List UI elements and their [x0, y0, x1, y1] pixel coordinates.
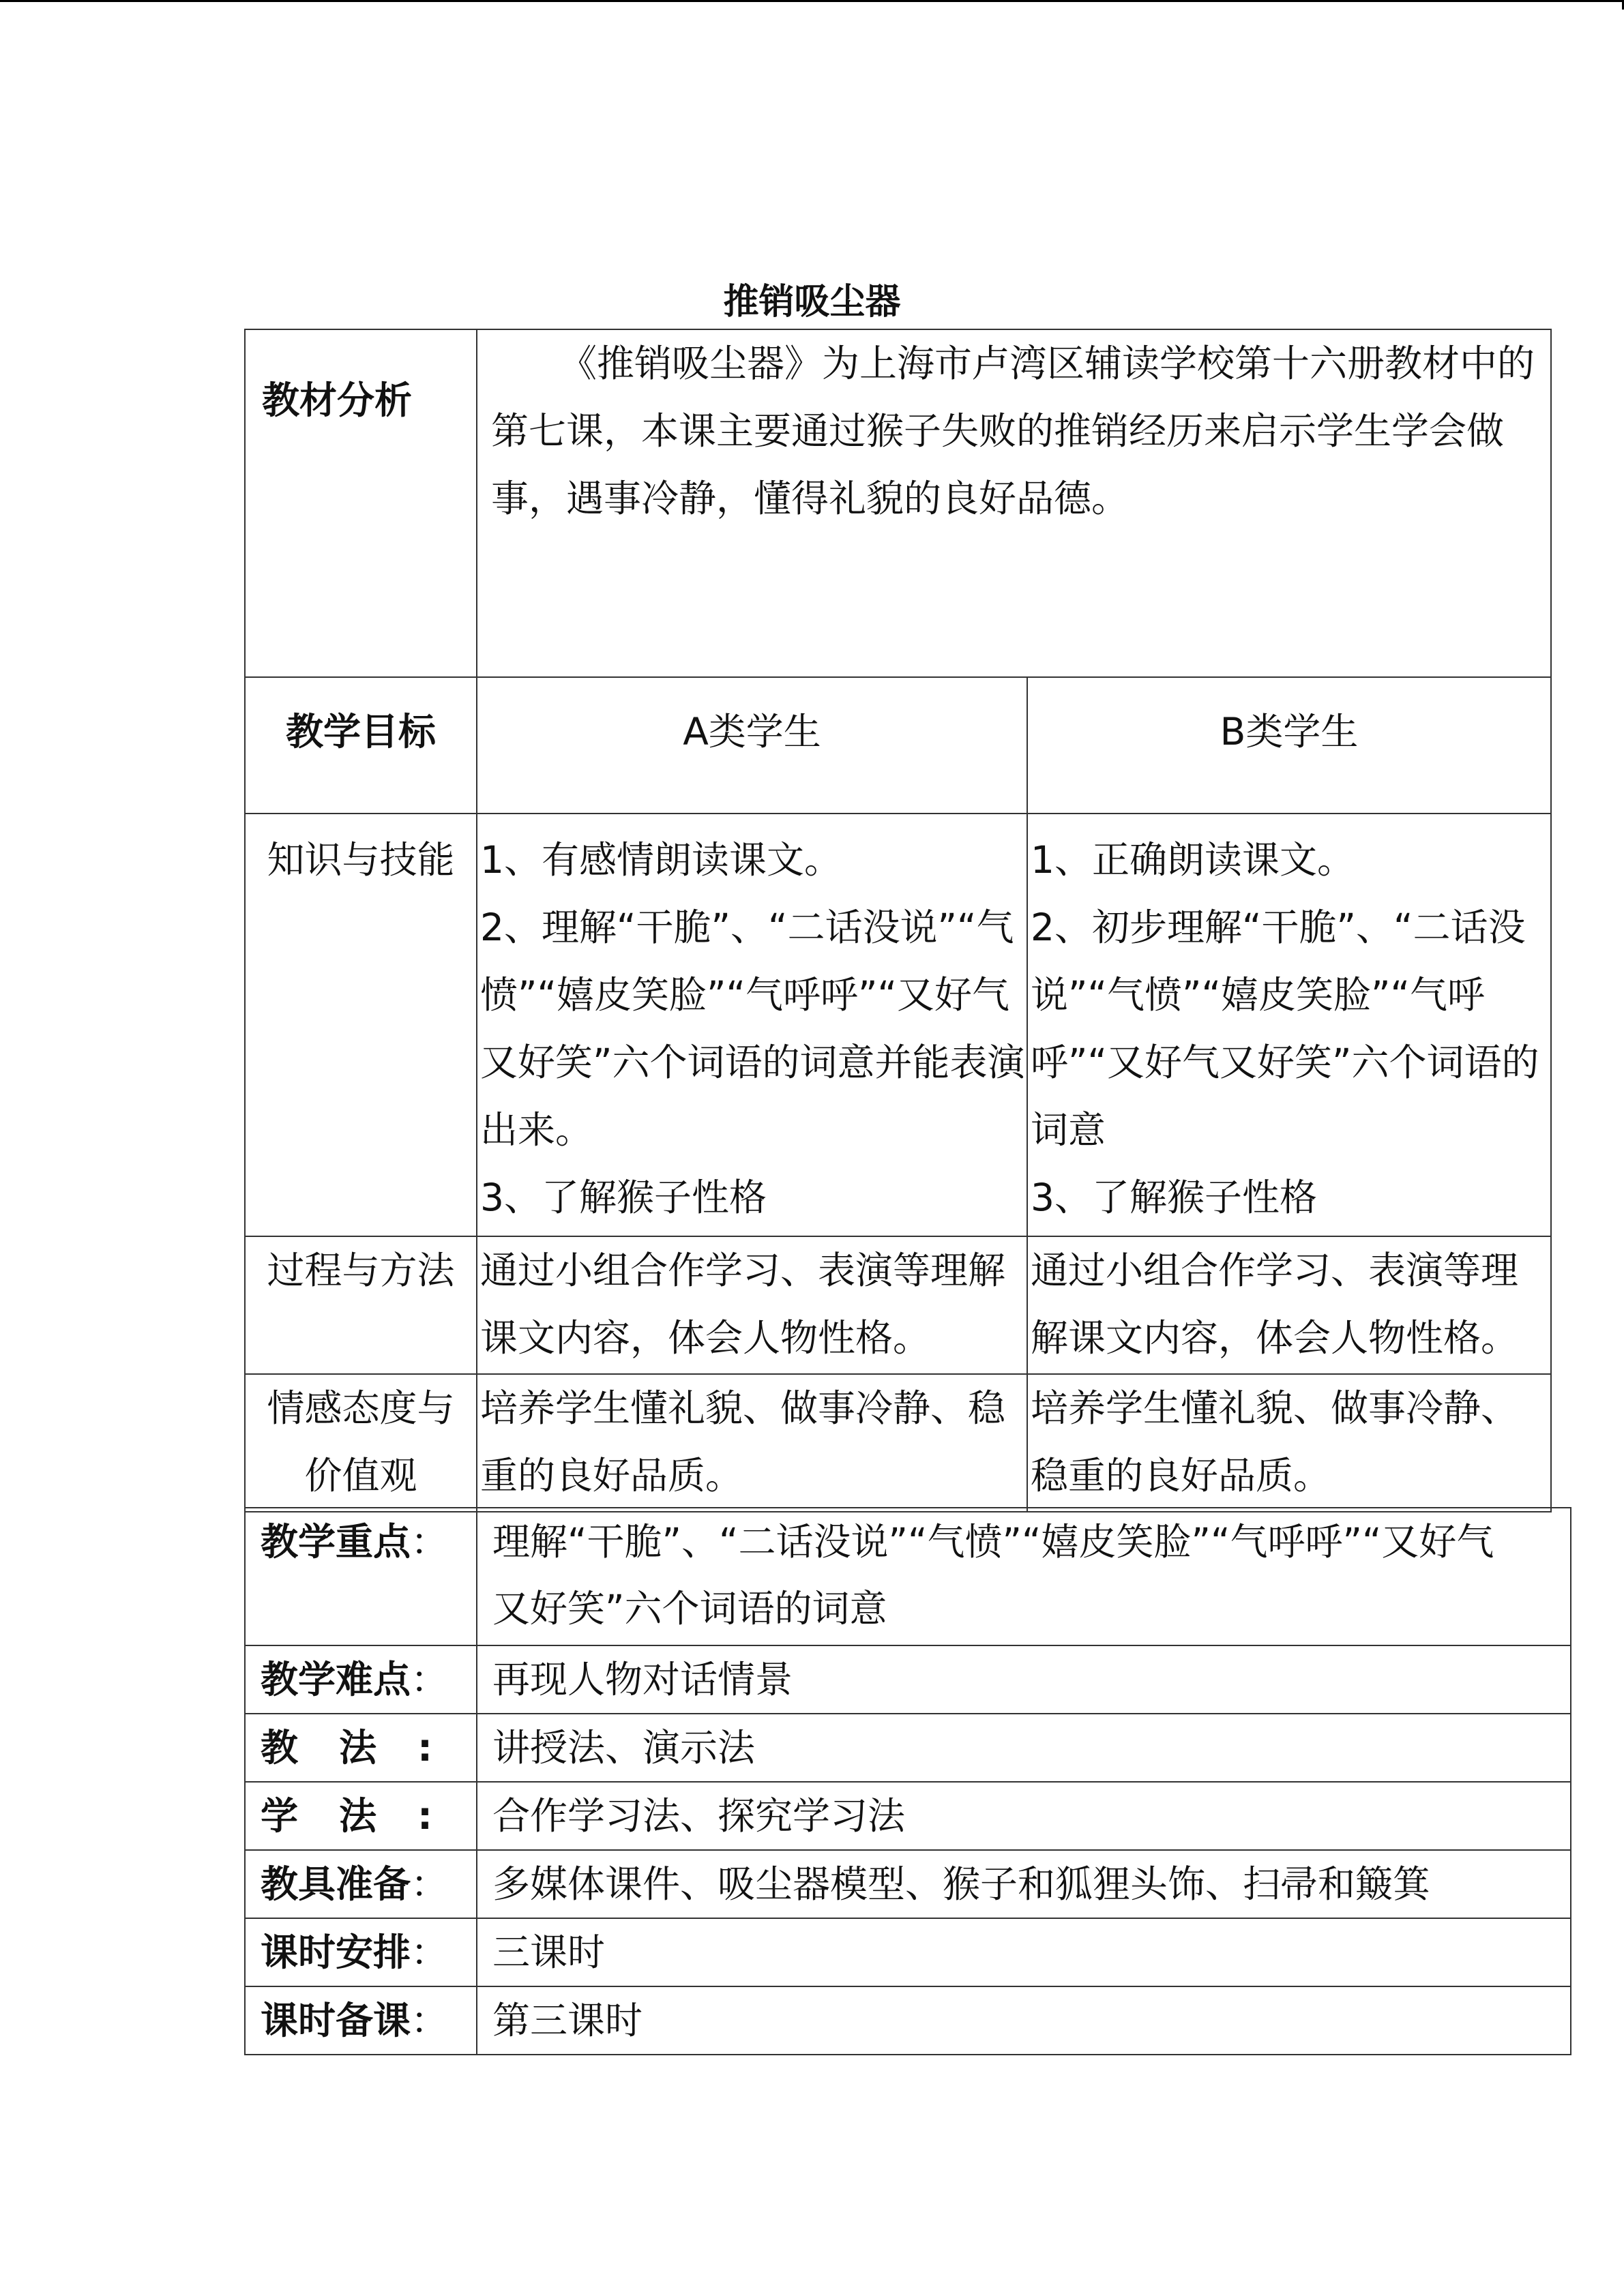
emotion-values-label: 情感态度与价值观 — [245, 1374, 477, 1512]
detail-value: 讲授法、演示法 — [477, 1714, 1571, 1782]
knowledge-skills-row — [245, 814, 1551, 1236]
objectives-header-row — [245, 677, 1551, 814]
objectives-label: 教学目标 — [245, 677, 477, 814]
detail-row — [245, 1918, 1571, 1986]
material-analysis-label: 教材分析 — [245, 329, 477, 677]
material-analysis-text: 《推销吸尘器》为上海市卢湾区辅读学校第十六册教材中的第七课，本课主要通过猴子失败的推销经历来启示学生学会做事，遇事冷静，懂得礼貌的良好品德。 — [477, 329, 1551, 677]
detail-key: 教学重点： — [245, 1508, 477, 1645]
detail-key: 学法: — [245, 1782, 477, 1850]
column-b-header: B类学生 — [1027, 677, 1551, 814]
list-item: 2、初步理解“干脆”、“二话没说”“气愤”“嬉皮笑脸”“气呼呼”“又好气又好笑”六个词语的词意 — [1031, 906, 1539, 1152]
knowledge-skills-a — [477, 814, 1027, 1236]
detail-key: 课时备课： — [245, 1986, 477, 2055]
column-a-header: A类学生 — [477, 677, 1027, 814]
detail-row — [245, 1986, 1571, 2055]
detail-row — [245, 1782, 1571, 1850]
process-method-b: 通过小组合作学习、表演等理解课文内容，体会人物性格。 — [1027, 1236, 1551, 1374]
detail-value: 第三课时 — [477, 1986, 1571, 2055]
process-method-row — [245, 1236, 1551, 1374]
detail-key: 教学难点： — [245, 1645, 477, 1714]
detail-value: 再现人物对话情景 — [477, 1645, 1571, 1714]
detail-row — [245, 1508, 1571, 1645]
emotion-values-row — [245, 1374, 1551, 1512]
list-item: 1、有感情朗读课文。 — [480, 838, 842, 882]
lesson-details-table — [244, 1507, 1571, 2055]
process-method-a: 通过小组合作学习、表演等理解课文内容，体会人物性格。 — [477, 1236, 1027, 1374]
detail-key: 课时安排： — [245, 1918, 477, 1986]
detail-row — [245, 1714, 1571, 1782]
process-method-label: 过程与方法 — [245, 1236, 477, 1374]
material-analysis-row — [245, 329, 1551, 677]
detail-value: 合作学习法、探究学习法 — [477, 1782, 1571, 1850]
objectives-table — [244, 329, 1552, 1512]
list-item: 1、正确朗读课文。 — [1031, 838, 1355, 882]
emotion-values-b: 培养学生懂礼貌、做事冷静、稳重的良好品质。 — [1027, 1374, 1551, 1512]
detail-row — [245, 1645, 1571, 1714]
detail-key: 教具准备： — [245, 1850, 477, 1918]
document-title: 推销吸尘器 — [723, 282, 901, 323]
emotion-values-a: 培养学生懂礼貌、做事冷静、稳重的良好品质。 — [477, 1374, 1027, 1512]
top-border-line — [0, 0, 1624, 2]
list-item: 2、理解“干脆”、“二话没说”“气愤”“嬉皮笑脸”“气呼呼”“又好气又好笑”六个词语的词意并能表演出来。 — [480, 906, 1025, 1152]
knowledge-skills-label: 知识与技能 — [245, 814, 477, 1236]
list-item: 3、了解猴子性格 — [1031, 1176, 1317, 1219]
detail-value: 理解“干脆”、“二话没说”“气愤”“嬉皮笑脸”“气呼呼”“又好气又好笑”六个词语的词意 — [477, 1508, 1571, 1645]
knowledge-skills-b — [1027, 814, 1551, 1236]
detail-key: 教法: — [245, 1714, 477, 1782]
detail-row — [245, 1850, 1571, 1918]
detail-value: 多媒体课件、吸尘器模型、猴子和狐狸头饰、扫帚和簸箕 — [477, 1850, 1571, 1918]
detail-value: 三课时 — [477, 1918, 1571, 1986]
list-item: 3、了解猴子性格 — [480, 1176, 767, 1219]
